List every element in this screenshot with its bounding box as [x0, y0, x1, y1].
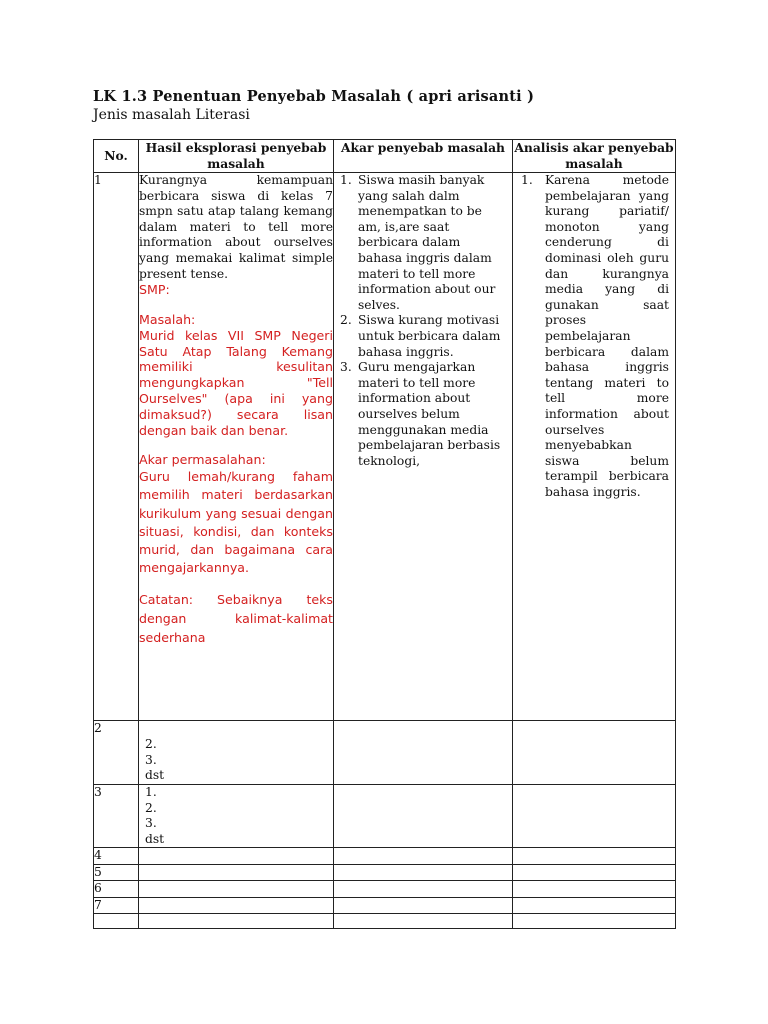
- list-item: [513, 173, 669, 500]
- empty-cell: [334, 881, 513, 898]
- comment-akar: Guru lemah/kurang faham memilih materi berdasarkan kurikulum yang sesuai dengan situasi, kondisi, dan konteks murid, dan bagaimana cara mengajarkannya.: [139, 469, 333, 576]
- problem-table: [93, 139, 676, 929]
- table-row: [94, 897, 676, 914]
- empty-cell: [334, 864, 513, 881]
- akar-cell: [334, 173, 513, 721]
- empty-cell: [513, 848, 676, 865]
- row-number: 2: [94, 721, 139, 785]
- empty-cell: [334, 721, 513, 785]
- row-number: 5: [94, 864, 139, 881]
- list-number: 2.: [340, 313, 352, 328]
- list-text: Siswa masih banyak yang salah dalm menempatkan to be am, is,are saat berbicara dalam bahasa inggris dalam materi to tell more information about our selves.: [358, 173, 496, 312]
- empty-cell: [513, 897, 676, 914]
- table-row: [94, 173, 676, 721]
- document-title: LK 1.3 Penentuan Penyebab Masalah ( apri arisanti ): [93, 88, 535, 105]
- header-akar: Akar penyebab masalah: [334, 140, 513, 173]
- list-item: 3.: [145, 752, 157, 767]
- header-no: No.: [94, 140, 139, 173]
- table-row: [94, 881, 676, 898]
- list-item: [334, 173, 506, 313]
- comment-akar-label: Akar permasalahan:: [139, 452, 266, 468]
- header-analisis: Analisis akar penyebab masalah: [514, 140, 674, 171]
- list-text: Karena metode pembelajaran yang kurang pariatif/ monoton yang cenderung di dominasi oleh guru dan kurangnya media yang di gunakan saat proses pembelajaran berbicara dalam bahasa inggris tentang materi to tell more information about ourselves menyebabkan siswa belum terampil berbicara bahasa inggris.: [545, 173, 669, 499]
- comment-smp: SMP:: [139, 282, 170, 298]
- list-item: [334, 313, 506, 360]
- list-text: Guru mengajarkan materi to tell more information about ourselves belum menggunakan media pembelajaran berbasis teknologi,: [358, 360, 501, 468]
- empty-cell: [513, 721, 676, 785]
- list-item: dst: [145, 831, 165, 846]
- list-item: 3.: [145, 816, 157, 830]
- comment-masalah-label: Masalah:: [139, 311, 196, 327]
- list-text: Siswa kurang motivasi untuk berbicara dalam bahasa inggris.: [358, 313, 501, 359]
- list-number: 1.: [340, 173, 352, 187]
- list-number: 3.: [340, 360, 352, 375]
- table-row: [94, 848, 676, 865]
- row-number: [94, 914, 139, 929]
- empty-cell: [139, 897, 334, 914]
- hasil-text: Kurangnya kemampuan berbicara siswa di kelas 7 smpn satu atap talang kemang dalam materi to tell more information about ourselves yang memakai kalimat simple present tense.: [139, 173, 333, 281]
- empty-cell: [513, 881, 676, 898]
- header-hasil: Hasil eksplorasi penyebab masalah: [139, 140, 334, 173]
- empty-cell: [334, 848, 513, 865]
- analisis-list: [513, 173, 675, 500]
- empty-cell: [334, 914, 513, 929]
- table-row: [94, 721, 676, 785]
- empty-cell: [139, 864, 334, 881]
- table-row: [94, 785, 676, 848]
- list-item: 2.: [145, 800, 157, 815]
- table-row: [94, 914, 676, 929]
- akar-list: [334, 173, 512, 469]
- table-header-row: [94, 140, 676, 173]
- list-item: [334, 360, 506, 469]
- list-number: 1.: [521, 173, 533, 187]
- empty-cell: [513, 785, 676, 848]
- empty-cell: [139, 848, 334, 865]
- row-number: 3: [94, 785, 139, 848]
- empty-cell: [513, 914, 676, 929]
- row3-items: [139, 785, 334, 848]
- row-number: 7: [94, 897, 139, 914]
- list-item: dst: [145, 768, 165, 782]
- row-number: 1: [94, 173, 139, 721]
- row-number: 4: [94, 848, 139, 865]
- analisis-cell: [513, 173, 676, 721]
- hasil-cell: [139, 173, 334, 721]
- empty-cell: [334, 785, 513, 848]
- empty-cell: [513, 864, 676, 881]
- empty-cell: [334, 897, 513, 914]
- empty-cell: [139, 914, 334, 929]
- row2-items: [139, 721, 334, 785]
- comment-masalah: Murid kelas VII SMP Negeri Satu Atap Talang Kemang memiliki kesulitan mengungkapkan "Tell Ourselves" (apa ini yang dimaksud?) secara lisan dengan baik dan benar.: [139, 327, 333, 438]
- list-item: 2.: [145, 737, 157, 751]
- list-item: 1.: [145, 785, 157, 799]
- row-number: 6: [94, 881, 139, 898]
- document-subtitle: Jenis masalah Literasi: [93, 107, 250, 123]
- table-row: [94, 864, 676, 881]
- comment-catatan: Catatan: Sebaiknya teks dengan kalimat-kalimat sederhana: [139, 592, 333, 645]
- empty-cell: [139, 881, 334, 898]
